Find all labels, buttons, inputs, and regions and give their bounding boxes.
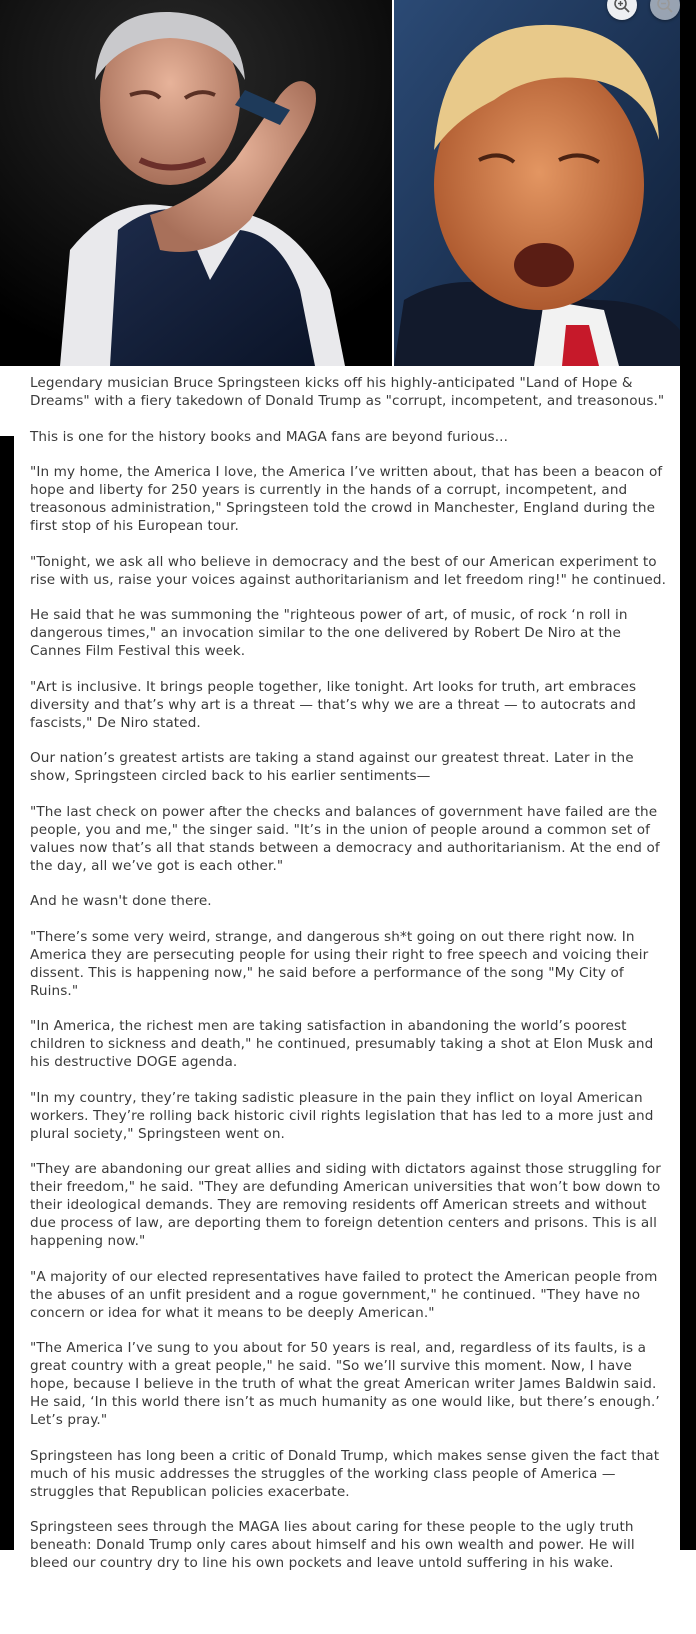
- article-paragraph: "There’s some very weird, strange, and dangerous sh*t going on out there right now. In America they are persecuting people for using their right to free speech and voicing their dissent. This is happening now," he said before a performance of the song "My City of Ruins.": [30, 928, 649, 999]
- article-paragraph: This is one for the history books and MAGA fans are beyond furious...: [30, 428, 508, 445]
- article-paragraph: Springsteen sees through the MAGA lies about caring for these people to the ugly truth beneath: Donald Trump only cares about himself and his own wealth and power. He will bleed our country dry to line his own pockets and leave untold suffering in his wake.: [30, 1519, 635, 1571]
- article-paragraph: Our nation’s greatest artists are taking a stand against our greatest threat. Later in the show, Springsteen circled back to his earlier sentiments—: [30, 750, 634, 784]
- trump-photo: [394, 0, 680, 366]
- photo-strip: [0, 0, 680, 366]
- article-paragraph: "In my home, the America I love, the America I’ve written about, that has been a beacon of hope and liberty for 250 years is currently in the hands of a corrupt, incompetent, and treasonous administration," Springsteen told the crowd in Manchester, England during the first stop of his European tour.: [30, 464, 663, 534]
- article-paragraph: Springsteen has long been a critic of Donald Trump, which makes sense given the fact that much of his music addresses the struggles of the working class people of America — struggles that Republican policies exacerbate.: [30, 1447, 660, 1500]
- article-paragraph: "Tonight, we ask all who believe in democracy and the best of our American experiment to rise with us, raise your voices against authoritarianism and let freedom ring!" he continued.: [30, 553, 667, 588]
- article-paragraph: And he wasn't done there.: [30, 893, 212, 909]
- article-paragraph: "In America, the richest men are taking satisfaction in abandoning the world’s poorest children to sickness and death," he continued, presumably taking a shot at Elon Musk and his destructive DOGE agenda.: [30, 1018, 654, 1070]
- article-paragraph: "In my country, they’re taking sadistic pleasure in the pain they inflict on loyal American workers. They’re rolling back historic civil rights legislation that has led to a more just and plural society," Springsteen went on.: [30, 1089, 654, 1142]
- article-paragraph: "Art is inclusive. It brings people together, like tonight. Art looks for truth, art embraces diversity and that’s why art is a threat — that’s why we are a threat — to autocrats and fascists," De Niro stated.: [30, 678, 637, 731]
- article-paragraph: "The last check on power after the checks and balances of government have failed are the people, you and me," the singer said. "It’s in the union of people around a common set of values now that’s all that stands between a democracy and authoritarianism. At the end of the day, all we’ve got is each other.": [30, 803, 660, 874]
- springsteen-photo: [0, 0, 392, 366]
- article-paragraph: He said that he was summoning the "righteous power of art, of music, of rock ‘n roll in dangerous times," an invocation similar to the one delivered by Robert De Niro at the Cannes Film Festival this week.: [30, 607, 628, 659]
- right-frame-bar: [680, 366, 696, 1550]
- right-frame-bar: [680, 0, 696, 366]
- left-frame-bar: [0, 436, 14, 1550]
- article-paragraph: "They are abandoning our great allies and siding with dictators against those struggling for their freedom," he said. "They are defunding American universities that won’t bow down to their ideological demands. They are removing residents off American streets and without due process of law, are deporting them to foreign detention centers and prisons. This is all happening now.": [30, 1161, 661, 1249]
- article-paragraph: "The America I’ve sung to you about for 50 years is real, and, regardless of its faults, is a great country with a great people," he said. "So we’ll survive this moment. Now, I have hope, because I believe in the truth of what the great American writer James Baldwin said. He said, ‘In this world there isn’t as much humanity as one would like, but there’s enough.’ Let’s pray.": [30, 1340, 660, 1428]
- article-paragraph: Legendary musician Bruce Springsteen kicks off his highly-anticipated "Land of Hope & Dreams" with a fiery takedown of Donald Trump as "corrupt, incompetent, and treasonous.": [30, 375, 665, 409]
- article-paragraph: "A majority of our elected representatives have failed to protect the American people from the abuses of an unfit president and a rogue government," he continued. "They have no concern or idea for what it means to be deeply American.": [30, 1268, 658, 1321]
- article-body: [30, 374, 670, 1590]
